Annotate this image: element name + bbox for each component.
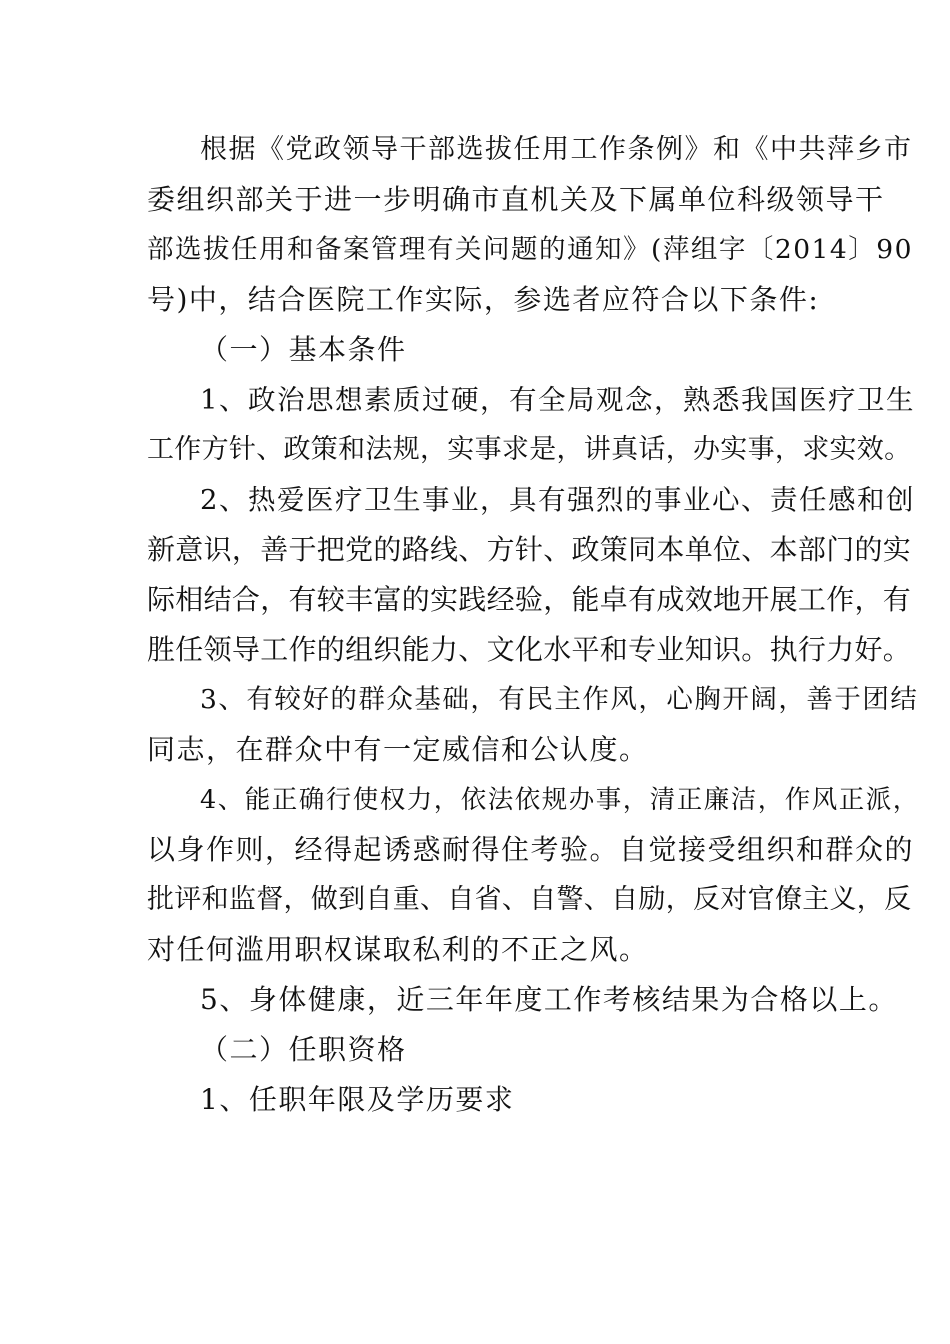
paragraph-intro-line-4: 号)中，结合医院工作实际，参选者应符合以下条件:: [147, 283, 820, 316]
item-1-line-2: 工作方针、政策和法规，实事求是，讲真话，办实事，求实效。: [147, 434, 912, 465]
item-4-line-2: 以身作则，经得起诱惑耐得住考验。自觉接受组织和群众的: [147, 833, 915, 866]
item-2-line-3: 际相结合，有较丰富的实践经验，能卓有成效地开展工作，有: [147, 583, 912, 616]
section-heading-qualifications: （二）任职资格: [200, 1033, 407, 1066]
item-1-line-1: 1、政治思想素质过硬，有全局观念，熟悉我国医疗卫生: [200, 384, 915, 416]
item-4-line-1: 4、能正确行使权力，依法依规办事，清正廉洁，作风正派，: [200, 785, 920, 815]
item-2-line-2: 新意识，善于把党的路线、方针、政策同本单位、本部门的实: [147, 533, 912, 566]
item-4-line-4: 对任何滥用职权谋取私利的不正之风。: [147, 933, 649, 966]
paragraph-intro-line-2: 委组织部关于进一步明确市直机关及下属单位科级领导干: [147, 183, 885, 216]
item-2-line-1: 2、热爱医疗卫生事业，具有强烈的事业心、责任感和创: [200, 484, 915, 516]
item-5-line-1: 5、身体健康，近三年年度工作考核结果为合格以上。: [200, 983, 898, 1016]
item-3-line-1: 3、有较好的群众基础，有民主作风，心胸开阔，善于团结: [200, 684, 919, 715]
qualification-item-1: 1、任职年限及学历要求: [200, 1083, 515, 1116]
item-2-line-4: 胜任领导工作的组织能力、文化水平和专业知识。执行力好。: [147, 633, 912, 666]
section-heading-basic-conditions: （一）基本条件: [200, 333, 407, 366]
item-3-line-2: 同志，在群众中有一定威信和公认度。: [147, 733, 649, 766]
item-4-line-3: 批评和监督，做到自重、自省、自警、自励，反对官僚主义，反: [147, 884, 912, 915]
paragraph-intro-line-3: 部选拔任用和备案管理有关问题的通知》(萍组字〔2014〕90: [147, 234, 913, 265]
paragraph-intro-line-1: 根据《党政领导干部选拔任用工作条例》和《中共萍乡市: [200, 134, 913, 165]
